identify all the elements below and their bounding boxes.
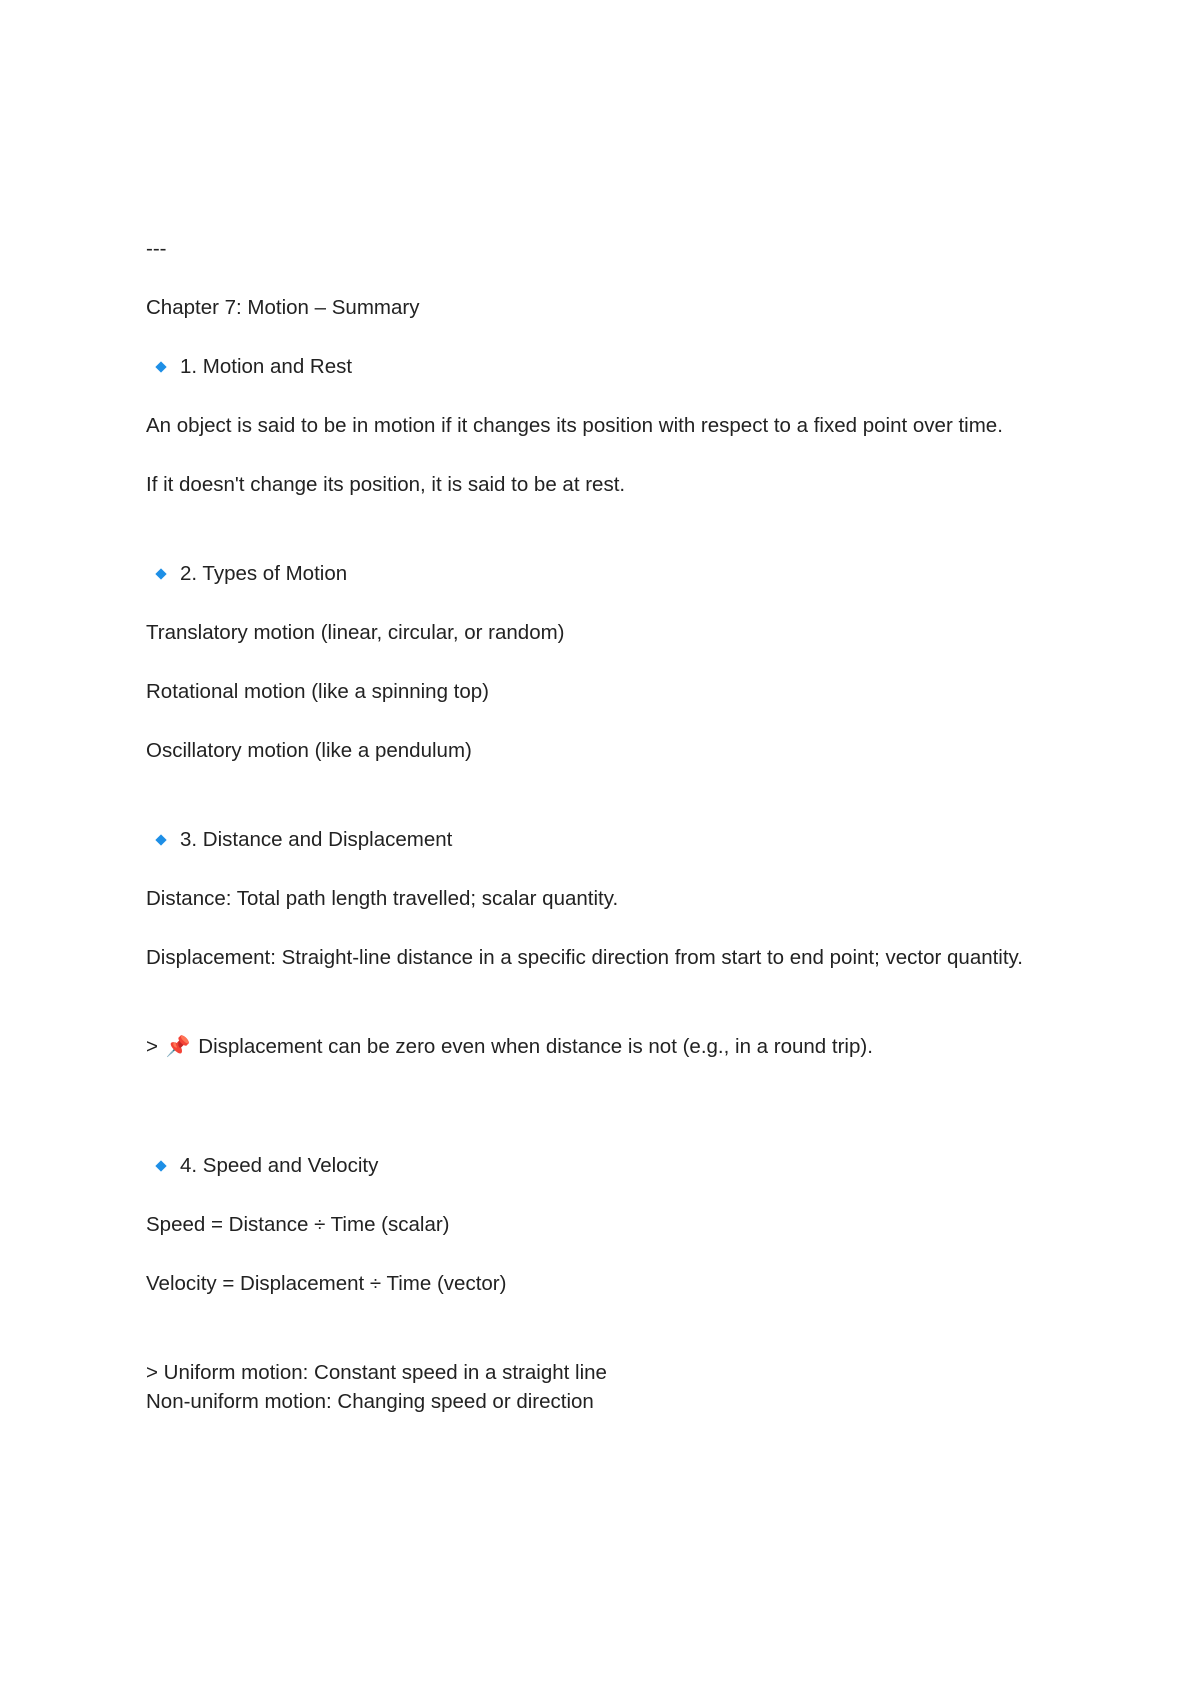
paragraph: Displacement: Straight-line distance in a specific direction from start to end point; vector quantity.: [146, 946, 1023, 969]
blue-diamond-icon: [155, 1160, 166, 1171]
paragraph: If it doesn't change its position, it is said to be at rest.: [146, 473, 626, 496]
paragraph: Translatory motion (linear, circular, or random): [146, 621, 565, 644]
section-heading-text: 3. Distance and Displacement: [180, 828, 453, 851]
section-heading-types-of-motion: [146, 559, 1046, 588]
document-title: Chapter 7: Motion – Summary: [146, 296, 420, 319]
note-uniform-motion: > Uniform motion: Constant speed in a straight line: [146, 1361, 607, 1384]
section-heading-text: 4. Speed and Velocity: [180, 1154, 379, 1177]
section-heading-text: 2. Types of Motion: [180, 562, 348, 585]
paragraph: Velocity = Displacement ÷ Time (vector): [146, 1272, 507, 1295]
section-heading-speed-and-velocity: [146, 1151, 1046, 1180]
section-heading-distance-and-displacement: [146, 825, 1046, 854]
note-non-uniform-motion: Non-uniform motion: Changing speed or direction: [146, 1390, 594, 1413]
paragraph: Speed = Distance ÷ Time (scalar): [146, 1213, 450, 1236]
paragraph: Rotational motion (like a spinning top): [146, 680, 489, 703]
separator: ---: [146, 237, 167, 260]
blue-diamond-icon: [155, 361, 166, 372]
quote-marker: >: [146, 1035, 158, 1058]
blue-diamond-icon: [155, 834, 166, 845]
paragraph: An object is said to be in motion if it changes its position with respect to a fixed point over time.: [146, 414, 1003, 437]
paragraph: Oscillatory motion (like a pendulum): [146, 739, 472, 762]
section-heading-motion-and-rest: [146, 352, 1046, 381]
blue-diamond-icon: [155, 568, 166, 579]
pushpin-icon: 📌: [165, 1036, 191, 1058]
note-text: Displacement can be zero even when distance is not (e.g., in a round trip).: [198, 1035, 873, 1058]
paragraph: Distance: Total path length travelled; scalar quantity.: [146, 887, 619, 910]
note-displacement: [146, 1032, 1046, 1061]
section-heading-text: 1. Motion and Rest: [180, 355, 353, 378]
document-page: [146, 234, 1046, 1416]
